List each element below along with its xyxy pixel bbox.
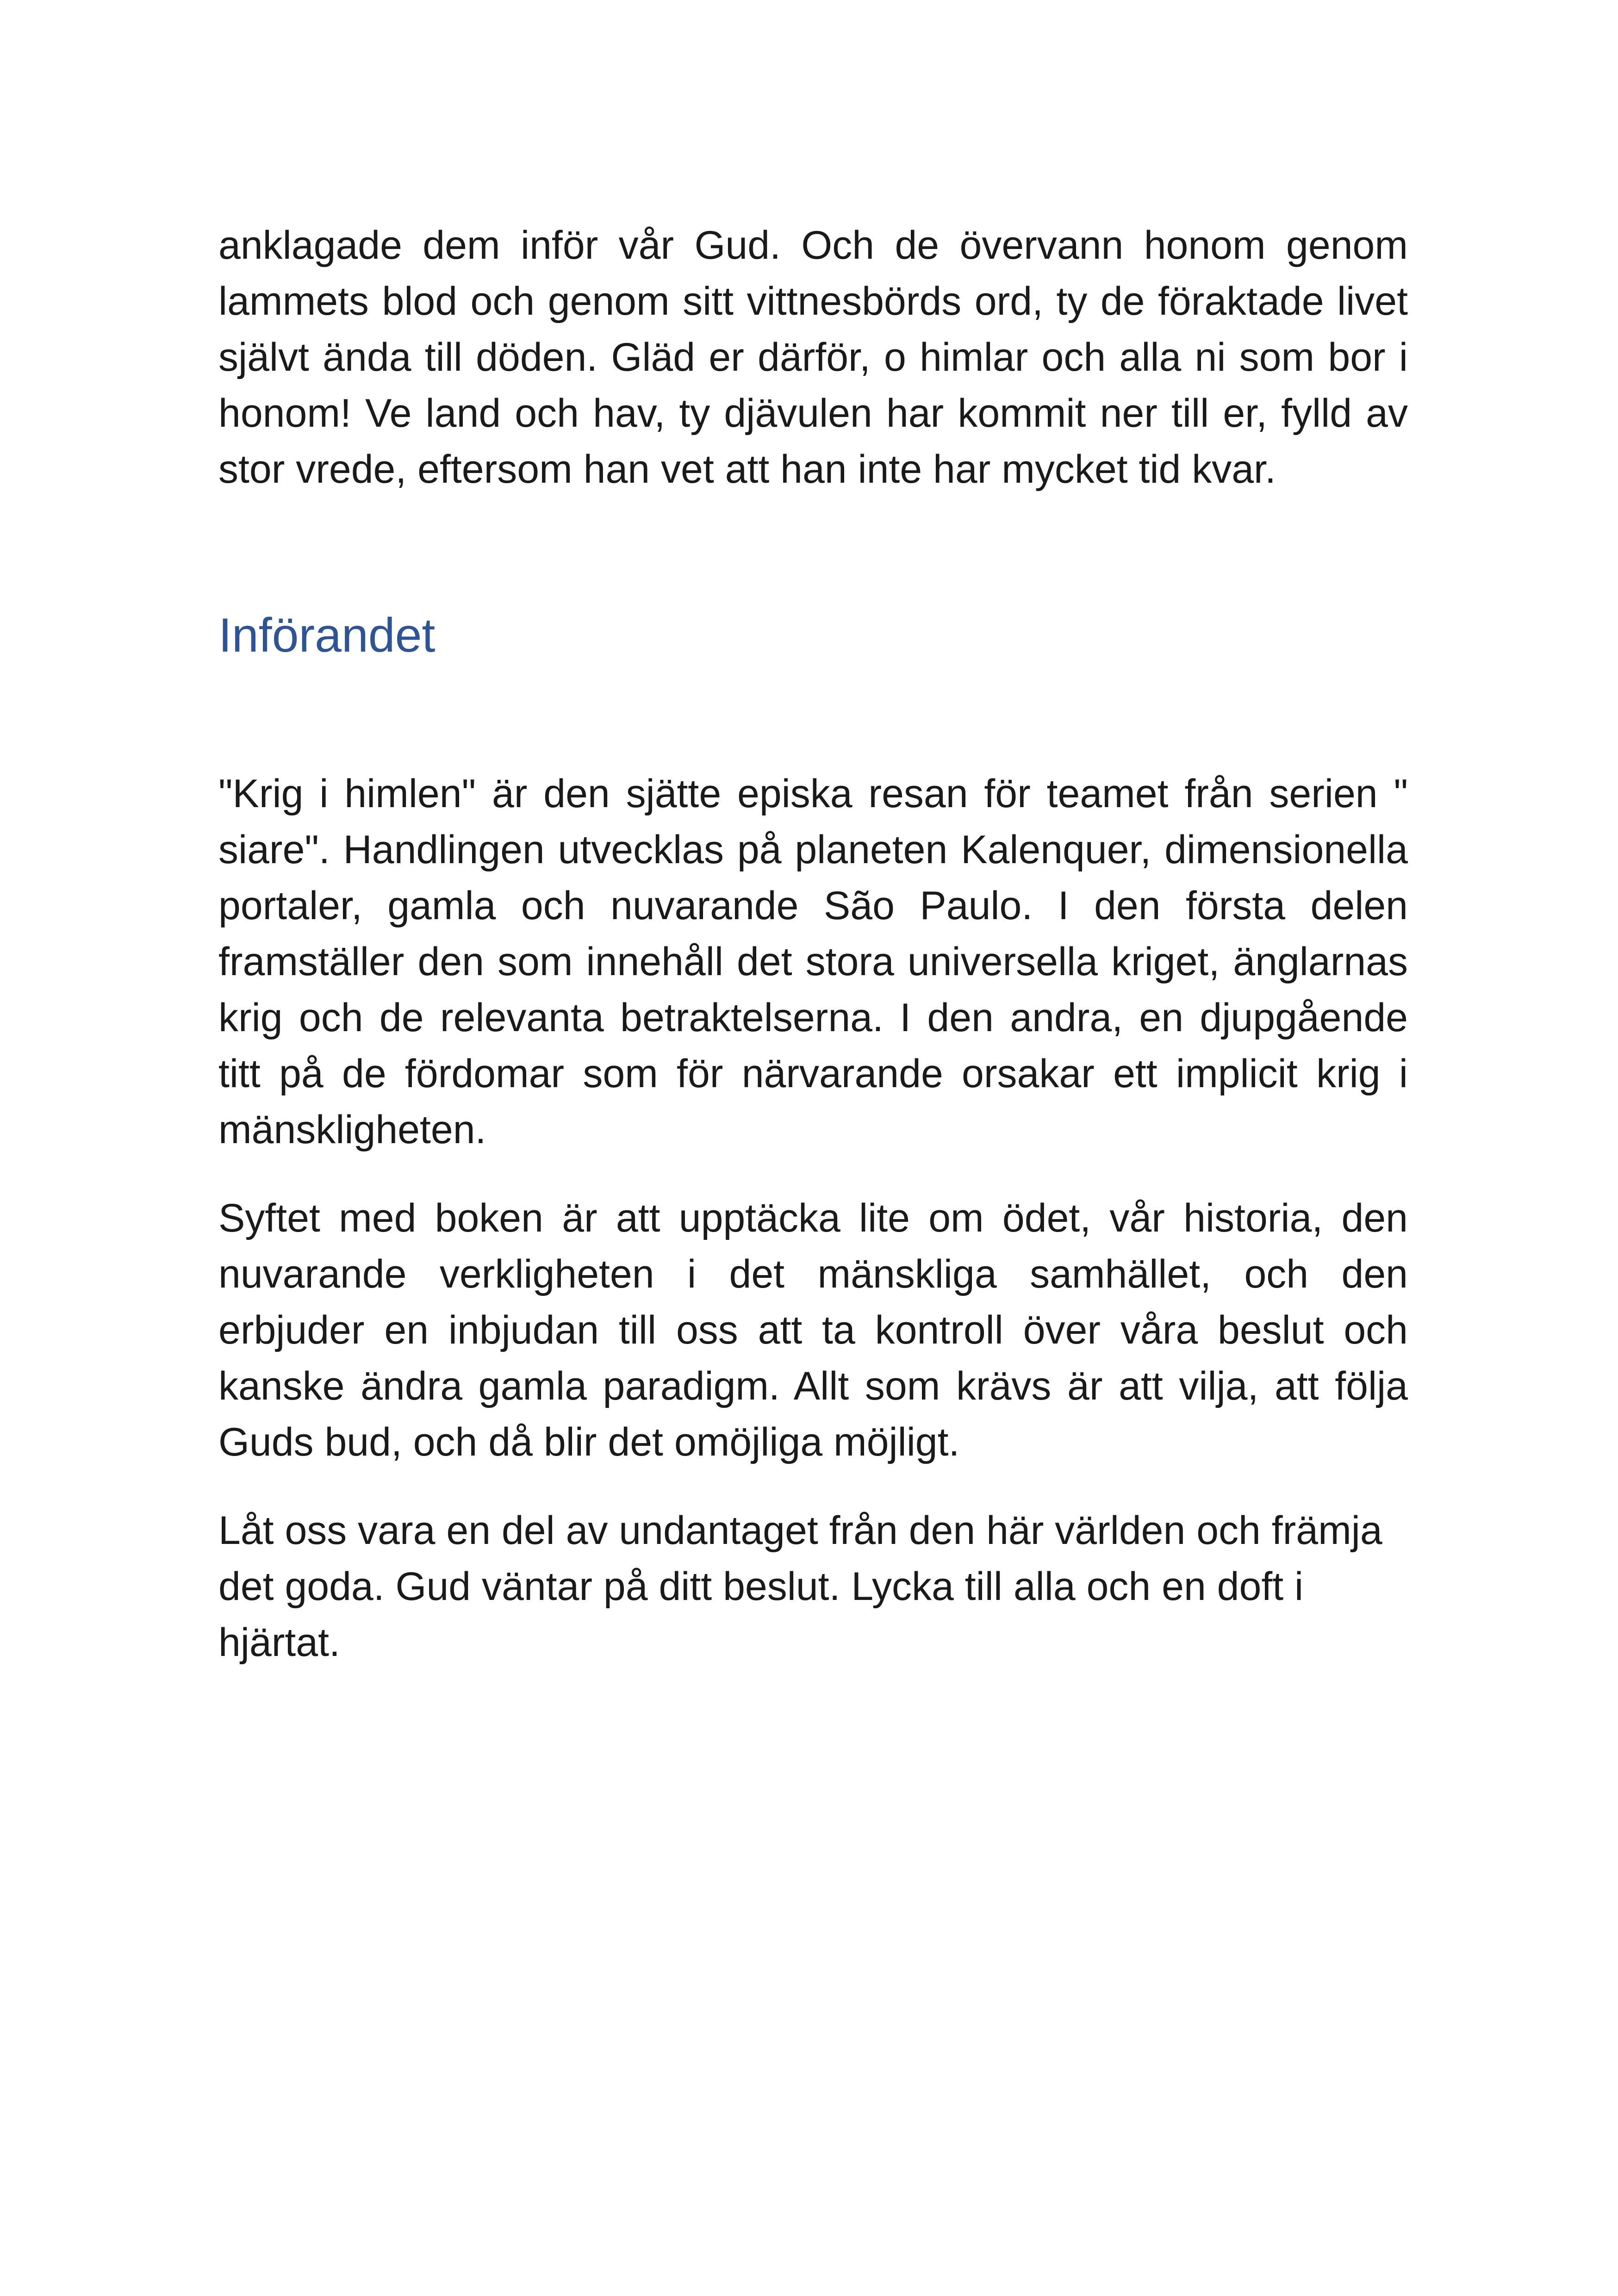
body-paragraph-1: "Krig i himlen" är den sjätte episka resan för teamet från serien " siare". Handlingen utvecklas på planeten Kalenquer, dimensionella portaler, gamla och nuvarande São Paulo. I den första delen framställer den som innehåll det stora universella kriget, änglarnas krig och de relevanta betraktelserna. I den andra, en djupgående titt på de fördomar som för närvarande orsakar ett implicit krig i mänskligheten. xyxy=(218,772,1408,1152)
page-content xyxy=(218,218,1408,1671)
section-heading: Införandet xyxy=(218,609,436,662)
intro-paragraph: anklagade dem inför vår Gud. Och de övervann honom genom lammets blod och genom sitt vittnesbörds ord, ty de föraktade livet självt ända till döden. Gläd er därför, o himlar och alla ni som bor i honom! Ve land och hav, ty djävulen har kommit ner till er, fylld av stor vrede, eftersom han vet att han inte har mycket tid kvar. xyxy=(218,223,1408,492)
spacer xyxy=(218,1158,1408,1190)
body-paragraph-3: Låt oss vara en del av undantaget från den här världen och främja det goda. Gud väntar på ditt beslut. Lycka till alla och en doft i hjärtat. xyxy=(218,1508,1382,1665)
spacer xyxy=(218,1470,1408,1503)
spacer xyxy=(218,668,1408,766)
body-paragraph-2: Syftet med boken är att upptäcka lite om ödet, vår historia, den nuvarande verkligheten i det mänskliga samhället, och den erbjuder en inbjudan till oss att ta kontroll över våra beslut och kanske ändra gamla paradigm. Allt som krävs är att vilja, att följa Guds bud, och då blir det omöjliga möjligt. xyxy=(218,1196,1408,1464)
spacer xyxy=(218,498,1408,603)
